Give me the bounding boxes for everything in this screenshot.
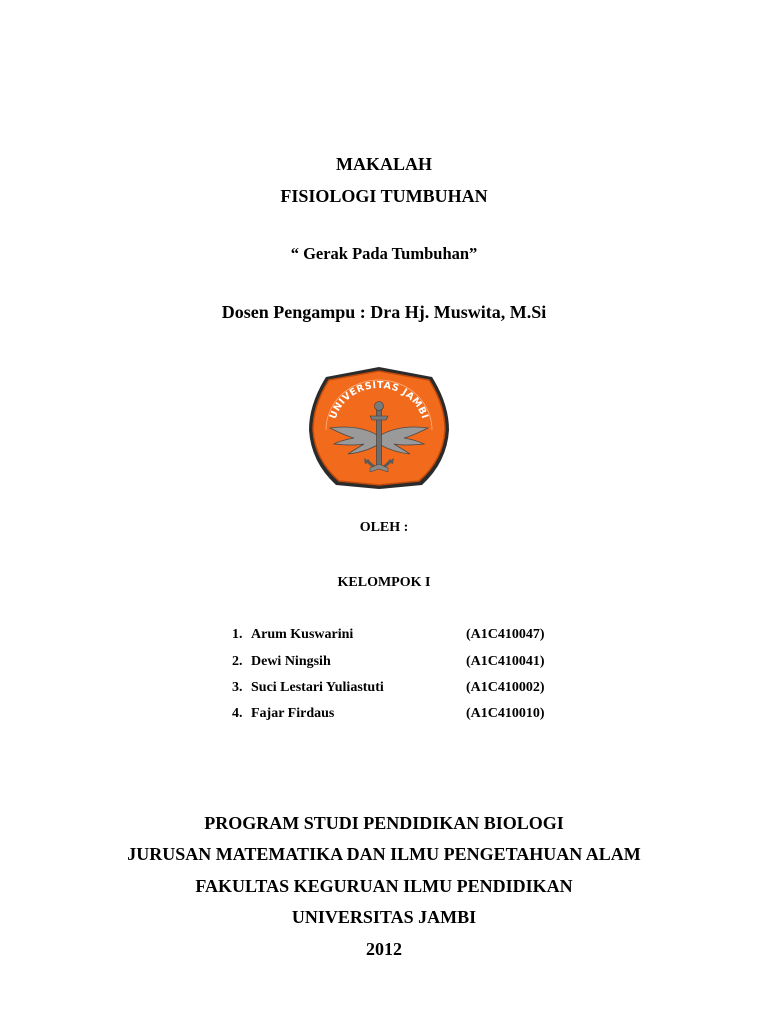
member-number: 1.: [232, 627, 243, 642]
member-row-3: [232, 680, 562, 700]
member-row-4: [232, 706, 562, 726]
member-nim: (A1C410002): [466, 680, 545, 695]
member-row-1: [232, 627, 562, 647]
group-label: KELOMPOK I: [337, 575, 431, 590]
member-name: Dewi Ningsih: [251, 654, 331, 669]
member-name: Fajar Firdaus: [251, 706, 335, 721]
lecturer-line: Dosen Pengampu : Dra Hj. Muswita, M.Si: [221, 302, 547, 322]
universitas-jambi-emblem-icon: [304, 364, 454, 490]
document-title: MAKALAH: [336, 154, 432, 174]
member-nim: (A1C410047): [466, 627, 545, 642]
member-number: 4.: [232, 706, 243, 721]
year: 2012: [366, 939, 402, 959]
topic-title: “ Gerak Pada Tumbuhan”: [290, 244, 478, 263]
study-program: PROGRAM STUDI PENDIDIKAN BIOLOGI: [204, 813, 564, 833]
member-name: Arum Kuswarini: [251, 627, 354, 642]
subject-title: FISIOLOGI TUMBUHAN: [280, 186, 488, 206]
university: UNIVERSITAS JAMBI: [291, 907, 477, 927]
member-number: 3.: [232, 680, 243, 695]
member-nim: (A1C410041): [466, 654, 545, 669]
member-row-2: [232, 654, 562, 674]
department: JURUSAN MATEMATIKA DAN ILMU PENGETAHUAN ALAM: [127, 844, 641, 864]
logo-arc-text: UNIVERSITAS JAMBI: [327, 379, 431, 421]
member-nim: (A1C410010): [466, 706, 545, 721]
by-label: OLEH :: [359, 520, 409, 535]
member-number: 2.: [232, 654, 243, 669]
member-name: Suci Lestari Yuliastuti: [251, 680, 384, 695]
faculty: FAKULTAS KEGURUAN ILMU PENDIDIKAN: [195, 876, 573, 896]
